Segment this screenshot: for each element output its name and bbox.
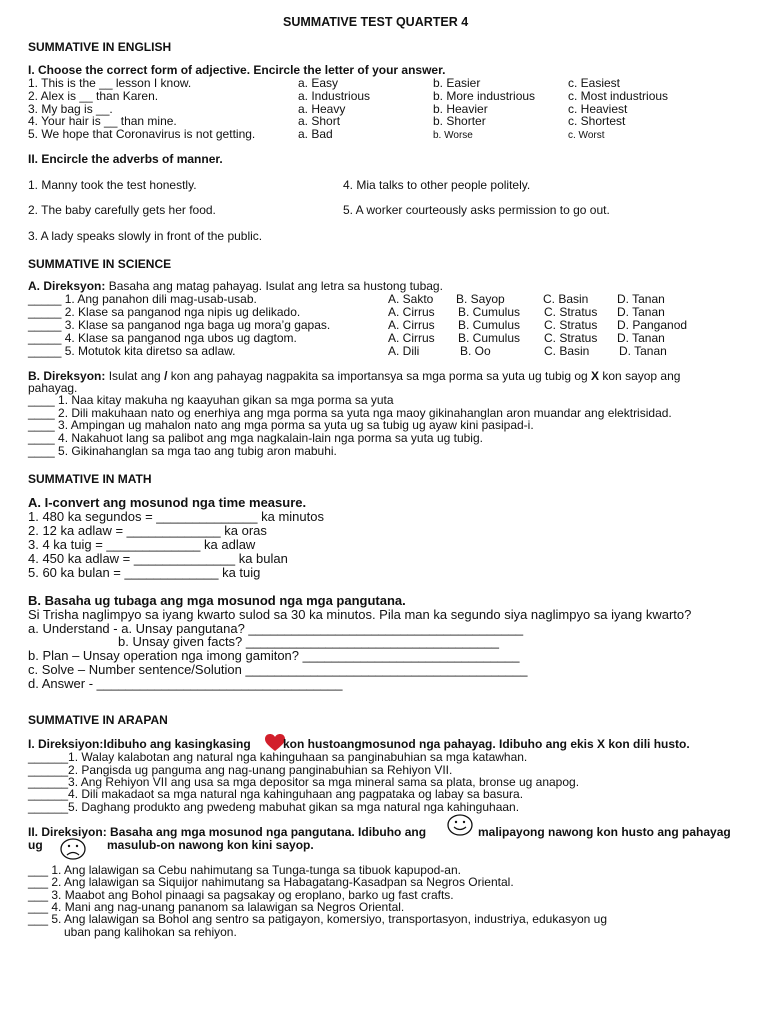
science-a-label: A. Direksyon:: [28, 279, 106, 293]
english-part2-instruction: II. Encircle the adverbs of manner.: [28, 152, 223, 166]
english-adverb-5: 5. A worker courteously asks permission to go out.: [343, 203, 610, 217]
english-heading: SUMMATIVE IN ENGLISH: [28, 40, 172, 54]
science-heading: SUMMATIVE IN SCIENCE: [28, 257, 172, 271]
english-q1-a: a. Easy: [298, 76, 339, 90]
math-b-solve: c. Solve – Number sentence/Solution _______________________________________: [28, 662, 528, 677]
english-q3-a: a. Heavy: [298, 102, 346, 116]
math-a-instruction: A. I-convert ang mosunod nga time measure.: [28, 495, 307, 510]
science-a-q2-A: A. Cirrus: [388, 305, 435, 319]
science-b-text-3: kon sayop ang: [599, 369, 681, 383]
science-a-q1-D: D. Tanan: [617, 292, 665, 306]
english-q4-c: c. Shortest: [568, 114, 626, 128]
english-part1-instruction: I. Choose the correct form of adjective. Encircle the letter of your answer.: [28, 63, 446, 77]
arapan-ii-item-1: ___ 1. Ang lalawigan sa Cebu nahimutang sa Tunga-tunga sa tibuok kapupod-an.: [28, 863, 461, 877]
math-a-item-2: 2. 12 ka adlaw = _____________ ka oras: [28, 523, 267, 538]
english-q2-b: b. More industrious: [433, 89, 536, 103]
arapan-ii-item-4: ___ 4. Mani ang nag-unang pananom sa lalawigan sa Negros Oriental.: [28, 900, 405, 914]
science-b-item-3: ____ 3. Ampingan ug mahalon nato ang mga porma sa yuta ug sa tubig ug ayaw kini pasipad-i.: [28, 418, 534, 432]
english-q1: 1. This is the __ lesson I know.: [28, 76, 192, 90]
science-a-q4-D: D. Tanan: [617, 331, 665, 345]
arapan-heading: SUMMATIVE IN ARAPAN: [28, 713, 168, 727]
english-q3-b: b. Heavier: [433, 102, 488, 116]
math-a-item-4: 4. 450 ka adlaw = ______________ ka bulan: [28, 551, 288, 566]
english-q3-c: c. Heaviest: [568, 102, 628, 116]
science-a-q5-D: D. Tanan: [619, 344, 667, 358]
english-adverb-1: 1. Manny took the test honestly.: [28, 178, 197, 192]
science-b-label: B. Direksyon:: [28, 369, 106, 383]
arapan-i-item-3: ______3. Ang Rehiyon VII ang usa sa mga depositor sa mga mineral sama sa plata, bronse ug anapog.: [28, 775, 580, 789]
english-q5-a: a. Bad: [298, 127, 333, 141]
arapan-ii-item-3: ___ 3. Maabot ang Bohol pinaagi sa pagsakay og eroplano, barko ug fast crafts.: [28, 888, 454, 902]
science-a-q2-B: B. Cumulus: [458, 305, 521, 319]
science-a-q3-A: A. Cirrus: [388, 318, 435, 332]
english-q2-a: a. Industrious: [298, 89, 371, 103]
math-heading: SUMMATIVE IN MATH: [28, 472, 152, 486]
arapan-i-item-4: ______4. Dili makadaot sa mga natural nga kahinguhaan ang pagpataka og labay sa basura.: [28, 787, 524, 801]
science-b-text-2: kon ang pahayag nagpakita sa importansya sa mga porma sa yuta ug tubig og: [167, 369, 592, 383]
sad-face-icon: [60, 838, 86, 860]
math-b-instruction: B. Basaha ug tubaga ang mga mosunod nga mga pangutana.: [28, 593, 406, 608]
science-a-q3-B: B. Cumulus: [458, 318, 521, 332]
science-a-q4-C: C. Stratus: [544, 331, 598, 345]
science-a-q3: _____ 3. Klase sa panganod nga baga ug mora’g gapas.: [28, 318, 331, 332]
english-q1-b: b. Easier: [433, 76, 481, 90]
science-b-item-4: ____ 4. Nakahuot lang sa palibot ang mga nagkalain-lain nga porma sa yuta ug tubig.: [28, 431, 483, 445]
science-a-q1: _____ 1. Ang panahon dili mag-usab-usab.: [28, 292, 257, 306]
english-q4-b: b. Shorter: [433, 114, 486, 128]
english-q1-c: c. Easiest: [568, 76, 621, 90]
english-adverb-3: 3. A lady speaks slowly in front of the public.: [28, 229, 263, 243]
science-b-item-2: ____ 2. Dili makuhaan nato og enerhiya ang mga porma sa yuta nga maoy gikinahanglan aron muandar ang elektrisidad.: [28, 406, 672, 420]
science-a-q2-D: D. Tanan: [617, 305, 665, 319]
science-a-text: Basaha ang matag pahayag. Isulat ang letra sa hustong tubag.: [105, 279, 443, 293]
arapan-ii-item-5-cont: uban pang kalihokan sa rehiyon.: [64, 925, 237, 939]
english-q4: 4. Your hair is __ than mine.: [28, 114, 177, 128]
science-a-q4-A: A. Cirrus: [388, 331, 435, 345]
english-q3: 3. My bag is __.: [28, 102, 113, 116]
science-b-item-1: ____ 1. Naa kitay makuha ng kaayuhan gikan sa mga porma sa yuta: [28, 393, 394, 407]
english-q2: 2. Alex is __ than Karen.: [28, 89, 159, 103]
english-q5-c: c. Worst: [568, 130, 605, 141]
arapan-ii-instruction-1: II. Direksiyon: Basaha ang mga mosunod nga pangutana. Idibuho ang: [28, 825, 427, 839]
science-a-q4-B: B. Cumulus: [458, 331, 521, 345]
arapan-ii-instruction-2: malipayong nawong kon husto ang pahayag: [478, 825, 731, 839]
science-a-q1-C: C. Basin: [543, 292, 589, 306]
math-a-item-1: 1. 480 ka segundos = ______________ ka minutos: [28, 509, 324, 524]
page-title: SUMMATIVE TEST QUARTER 4: [283, 15, 469, 29]
arapan-ii-instruction-3: ug: [28, 838, 43, 852]
math-b-understand-1: a. Understand - a. Unsay pangutana? ______________________________________: [28, 621, 524, 636]
math-b-plan: b. Plan – Unsay operation nga imong gamiton? ______________________________: [28, 648, 520, 663]
science-a-q1-B: B. Sayop: [456, 292, 505, 306]
arapan-i-instruction-1: I. Direksiyon:Idibuho ang kasingkasing: [28, 737, 251, 751]
science-a-q5-C: C. Basin: [544, 344, 590, 358]
science-b-slash: /: [164, 369, 168, 383]
science-a-q3-D: D. Panganod: [617, 318, 688, 332]
english-adverb-4: 4. Mia talks to other people politely.: [343, 178, 531, 192]
math-a-item-5: 5. 60 ka bulan = _____________ ka tuig: [28, 565, 261, 580]
science-a-q2: _____ 2. Klase sa panganod nga nipis ug delikado.: [28, 305, 301, 319]
science-a-q4: _____ 4. Klase sa panganod nga ubos ug dagtom.: [28, 331, 297, 345]
arapan-i-instruction-2: kon hustoangmosunod nga pahayag. Idibuho ang ekis X kon dili husto.: [283, 737, 690, 751]
math-b-problem: Si Trisha naglimpyo sa iyang kwarto sulod sa 30 ka minutos. Pila man ka segundo siya naglimpyo sa iyang kwarto?: [28, 607, 692, 622]
arapan-i-item-2: ______2. Pangisda ug panguma ang nag-unang panginabuhian sa Rehiyon VII.: [28, 763, 453, 777]
science-a-q2-C: C. Stratus: [544, 305, 598, 319]
english-q5: 5. We hope that Coronavirus is not getting.: [28, 127, 256, 141]
science-a-q3-C: C. Stratus: [544, 318, 598, 332]
math-b-understand-2: b. Unsay given facts? ___________________________________: [118, 634, 499, 649]
science-b-instruction-cont: pahayag.: [28, 381, 78, 395]
english-adverb-2: 2. The baby carefully gets her food.: [28, 203, 216, 217]
science-b-instruction: [28, 370, 680, 383]
science-a-q5-A: A. Dili: [388, 344, 420, 358]
science-a-q5-B: B. Oo: [460, 344, 491, 358]
science-b-item-5: ____ 5. Gikinahanglan sa mga tao ang tubig aron mabuhi.: [28, 444, 337, 458]
math-a-item-3: 3. 4 ka tuig = _____________ ka adlaw: [28, 537, 256, 552]
english-q4-a: a. Short: [298, 114, 341, 128]
english-q2-c: c. Most industrious: [568, 89, 669, 103]
math-b-answer: d. Answer - __________________________________: [28, 676, 343, 691]
arapan-i-item-5: ______5. Daghang produkto ang pwedeng mabuhat gikan sa mga natural nga kahinguhaan.: [28, 800, 520, 814]
science-b-x: X: [591, 369, 600, 383]
science-a-q1-A: A. Sakto: [388, 292, 434, 306]
arapan-i-item-1: ______1. Walay kalabotan ang natural nga kahinguhaan sa panginabuhian sa mga katawhan.: [28, 750, 528, 764]
arapan-ii-item-2: ___ 2. Ang lalawigan sa Siquijor nahimutang sa Habagatang-Kasadpan sa Negros Oriental.: [28, 875, 514, 889]
science-b-text-1: Isulat ang: [105, 369, 165, 383]
english-q5-b: b. Worse: [433, 130, 473, 141]
arapan-ii-item-5: ___ 5. Ang lalawigan sa Bohol ang sentro sa patigayon, komersiyo, transportasyon, industriya, edukasyon ug: [28, 912, 608, 926]
happy-face-icon: [447, 814, 473, 836]
arapan-ii-instruction-4: masulub-on nawong kon kini sayop.: [107, 838, 314, 852]
science-a-q5: _____ 5. Motutok kita diretso sa adlaw.: [28, 344, 236, 358]
